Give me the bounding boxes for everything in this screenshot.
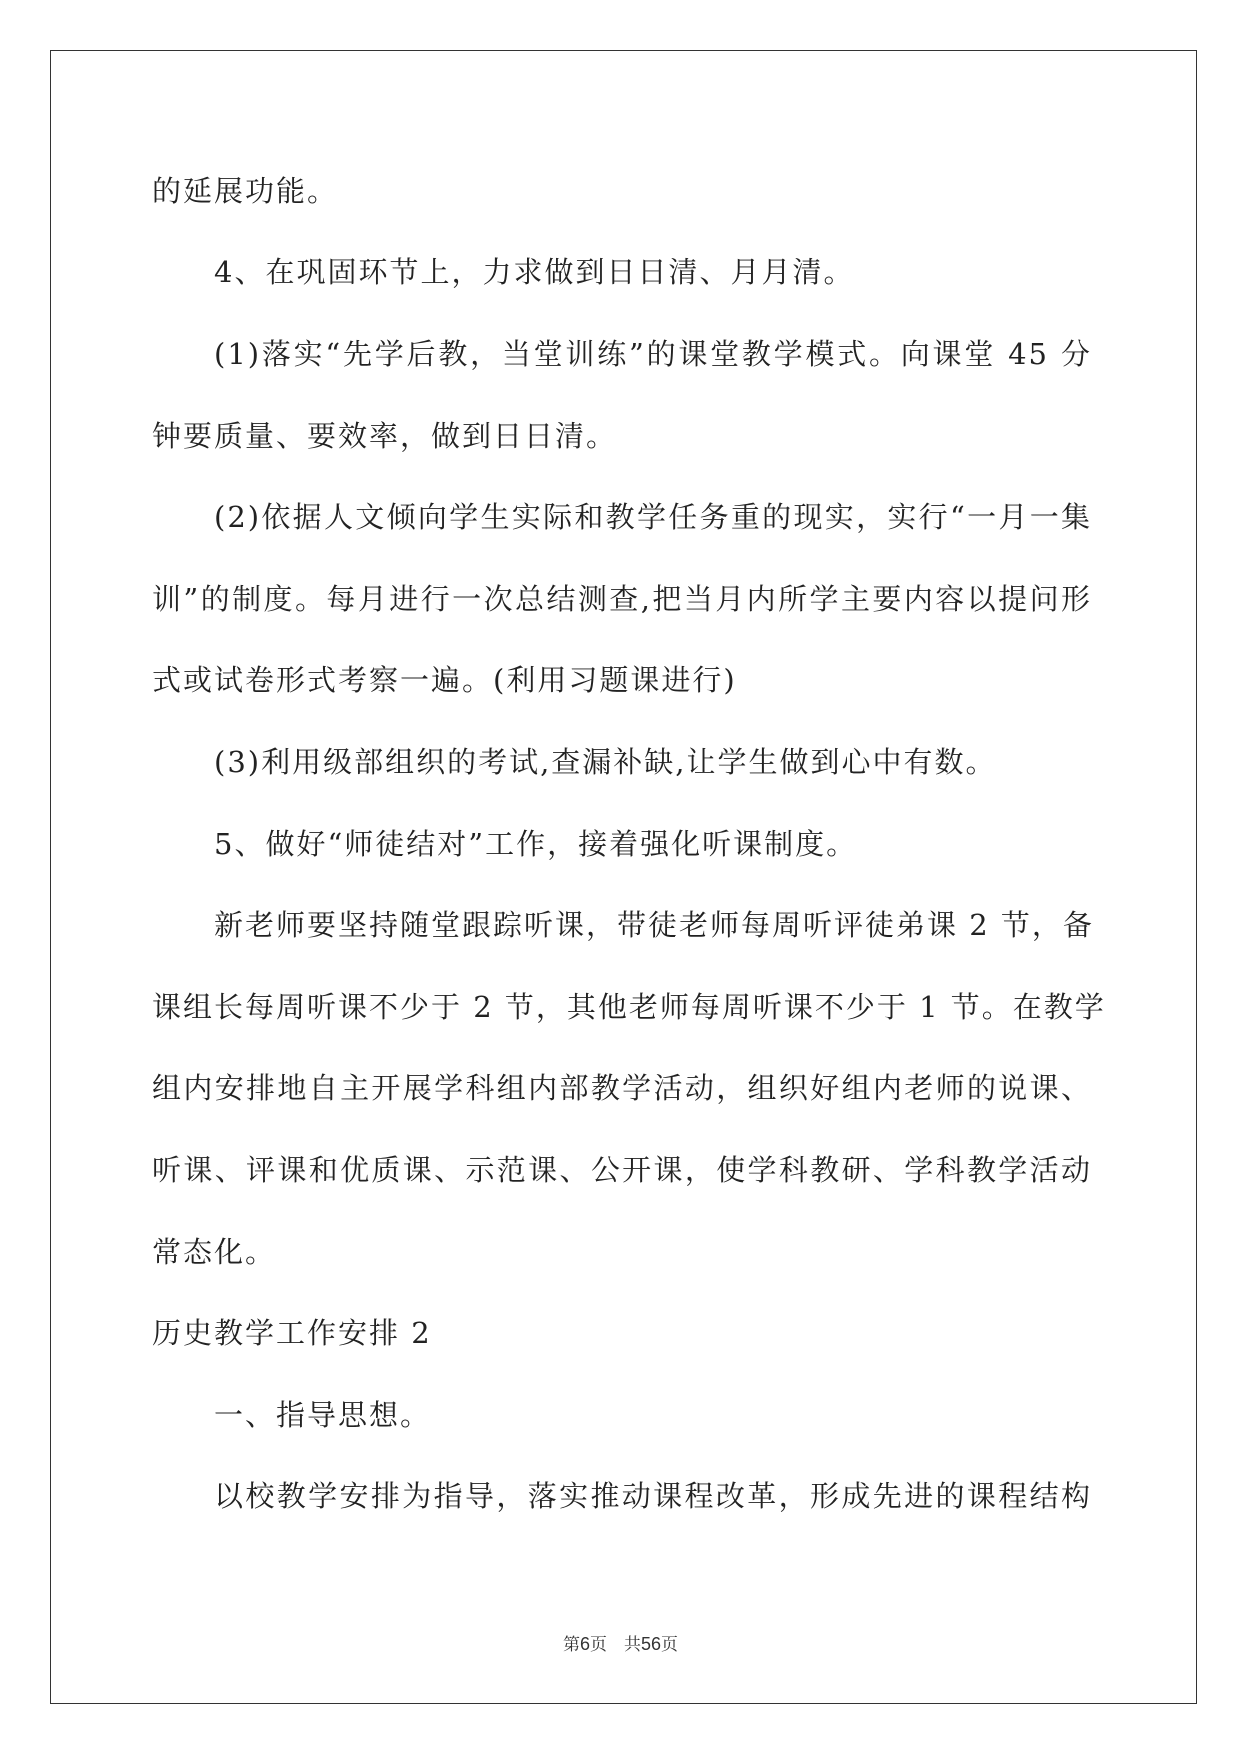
text-line: (2)依据人文倾向学生实际和教学任务重的现实，实行“一月一集	[214, 500, 1092, 534]
footer-prefix: 第	[562, 1635, 580, 1655]
text-line: 5、做好“师徒结对”工作，接着强化听课制度。	[214, 827, 858, 861]
current-page-number: 6	[579, 1634, 590, 1654]
subsection-heading: 一、指导思想。	[214, 1398, 432, 1432]
text-line: 式或试卷形式考察一遍。(利用习题课进行)	[152, 663, 737, 697]
text-line: 训”的制度。每月进行一次总结测查,把当月内所学主要内容以提问形	[152, 582, 1092, 616]
text-line: 课组长每周听课不少于 2 节，其他老师每周听课不少于 1 节。在教学	[152, 990, 1106, 1024]
text-line: 组内安排地自主开展学科组内部教学活动，组织好组内老师的说课、	[152, 1071, 1092, 1105]
footer-suffix: 页	[661, 1635, 679, 1655]
text-line: (1)落实“先学后教，当堂训练”的课堂教学模式。向课堂 45 分	[214, 337, 1092, 371]
text-line: 以校教学安排为指导，落实推动课程改革，形成先进的课程结构	[214, 1479, 1092, 1513]
text-line: 听课、评课和优质课、示范课、公开课，使学科教研、学科教学活动	[152, 1153, 1092, 1187]
total-pages-number: 56	[640, 1634, 662, 1654]
text-line: 常态化。	[152, 1235, 277, 1269]
footer-middle: 页 共	[589, 1635, 641, 1655]
section-heading: 历史教学工作安排 2	[152, 1316, 432, 1350]
text-line: 新老师要坚持随堂跟踪听课，带徒老师每周听评徒弟课 2 节，备	[214, 908, 1094, 942]
text-line: 的延展功能。	[152, 174, 339, 208]
text-line: (3)利用级部组织的考试,查漏补缺,让学生做到心中有数。	[214, 745, 997, 779]
page-footer	[0, 1632, 1241, 1657]
text-line: 4、在巩固环节上，力求做到日日清、月月清。	[214, 255, 855, 289]
page-border	[50, 50, 1197, 1704]
text-line: 钟要质量、要效率，做到日日清。	[152, 419, 618, 453]
